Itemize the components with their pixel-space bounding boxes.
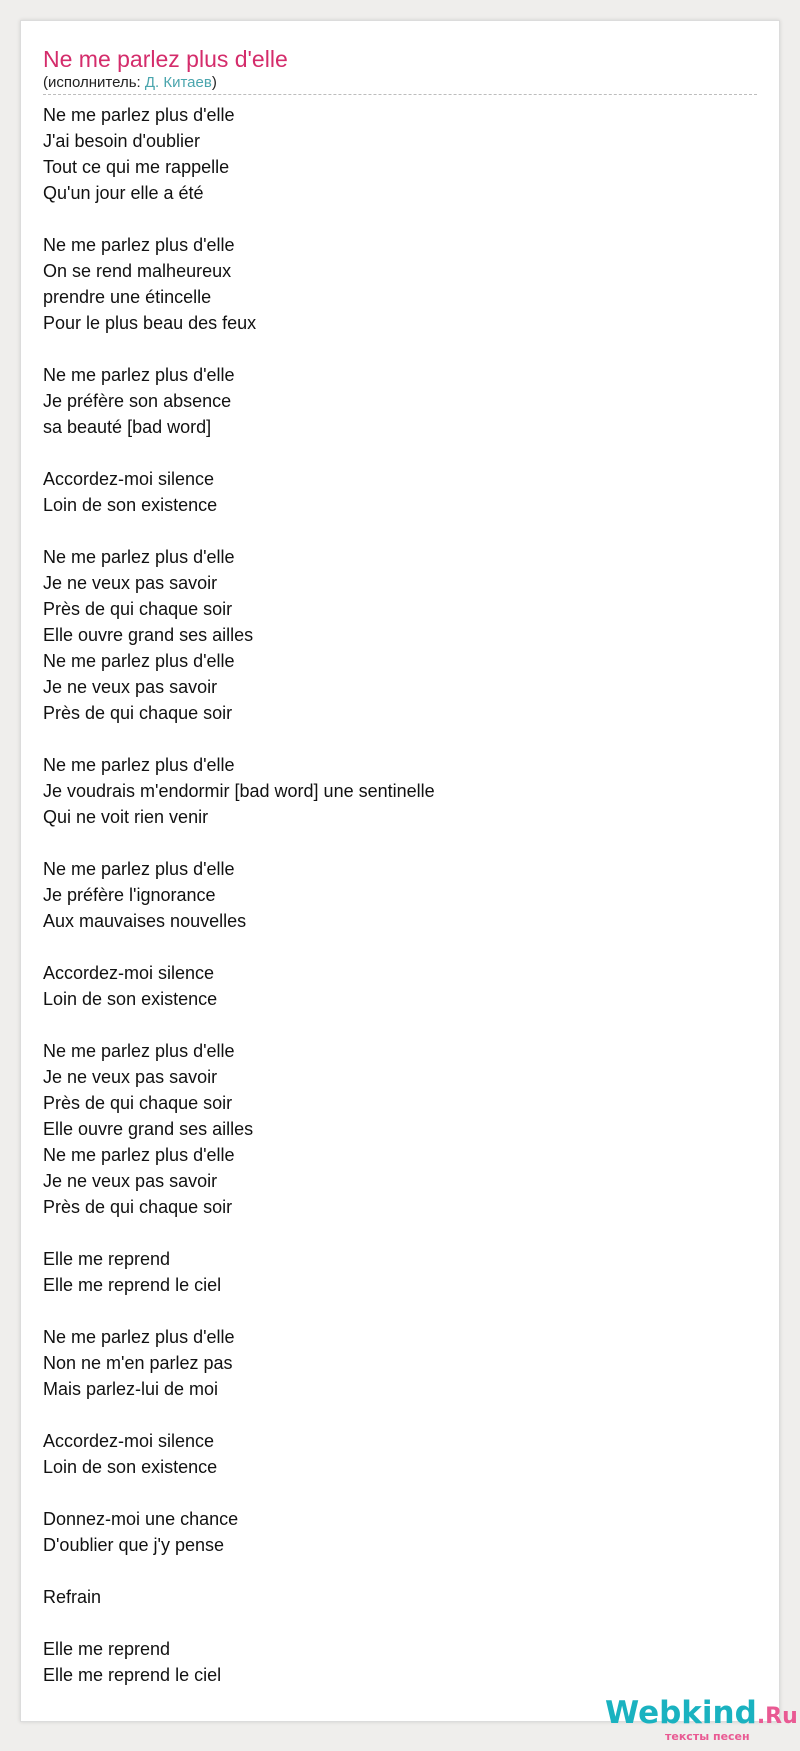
lyrics-line: Ne me parlez plus d'elle — [43, 1041, 235, 1061]
lyrics-line: Loin de son existence — [43, 1457, 218, 1477]
lyrics-line: Ne me parlez plus d'elle — [43, 755, 235, 775]
lyrics-line: sa beauté [bad word] — [43, 417, 212, 437]
lyrics-line: Ne me parlez plus d'elle — [43, 651, 235, 671]
lyrics-line: Ne me parlez plus d'elle — [43, 1145, 235, 1165]
lyrics-line: Accordez-moi silence — [43, 469, 215, 489]
lyrics-stanza — [43, 1428, 435, 1480]
lyrics-card — [20, 20, 798, 1743]
lyrics-line: Tout ce qui me rappelle — [43, 157, 230, 177]
lyrics-stanza — [43, 856, 435, 934]
lyrics-stanza — [43, 752, 435, 830]
lyrics-line: Je ne veux pas savoir — [43, 677, 218, 697]
lyrics-line: prendre une étincelle — [43, 287, 212, 307]
logo-main-text: Webkind — [605, 1695, 757, 1731]
lyrics-line: Près de qui chaque soir — [43, 599, 233, 619]
lyrics-line: J'ai besoin d'oublier — [43, 131, 200, 151]
lyrics-stanza — [43, 1506, 435, 1558]
lyrics-line: Elle me reprend le ciel — [43, 1665, 222, 1685]
lyrics-stanza — [43, 1636, 435, 1688]
lyrics-line: On se rend malheureux — [43, 261, 232, 281]
lyrics-line: Ne me parlez plus d'elle — [43, 235, 235, 255]
lyrics-stanza — [43, 102, 435, 206]
lyrics-line: Ne me parlez plus d'elle — [43, 859, 235, 879]
lyrics-line: Je ne veux pas savoir — [43, 1067, 218, 1087]
lyrics-line: Elle ouvre grand ses ailles — [43, 625, 254, 645]
lyrics-stanza — [43, 1324, 435, 1402]
lyrics-text — [43, 102, 435, 1714]
lyrics-line: Ne me parlez plus d'elle — [43, 547, 235, 567]
logo-tld: .Ru — [756, 1704, 798, 1729]
lyrics-stanza — [43, 1246, 435, 1298]
title-divider — [43, 94, 757, 95]
lyrics-line: Je ne veux pas savoir — [43, 573, 218, 593]
lyrics-line: Elle me reprend — [43, 1639, 171, 1659]
lyrics-line: Près de qui chaque soir — [43, 703, 233, 723]
lyrics-line: Donnez-moi une chance — [43, 1509, 239, 1529]
performer-link[interactable]: Д. Китаев — [144, 74, 212, 91]
lyrics-line: Elle me reprend le ciel — [43, 1275, 222, 1295]
logo-tagline: тексты песен — [665, 1730, 750, 1743]
webkind-logo[interactable] — [605, 1693, 798, 1751]
performer-line — [43, 73, 217, 93]
lyrics-stanza — [43, 544, 435, 726]
lyrics-stanza — [43, 960, 435, 1012]
lyrics-line: Près de qui chaque soir — [43, 1197, 233, 1217]
lyrics-stanza — [43, 362, 435, 440]
lyrics-line: Loin de son existence — [43, 495, 218, 515]
lyrics-line: Ne me parlez plus d'elle — [43, 1327, 235, 1347]
lyrics-line: Refrain — [43, 1587, 102, 1607]
lyrics-line: Je préfère son absence — [43, 391, 232, 411]
lyrics-line: Mais parlez-lui de moi — [43, 1379, 219, 1399]
lyrics-line: Loin de son existence — [43, 989, 218, 1009]
lyrics-line: Qu'un jour elle a été — [43, 183, 204, 203]
lyrics-stanza — [43, 466, 435, 518]
lyrics-line: Accordez-moi silence — [43, 963, 215, 983]
song-title: Ne me parlez plus d'elle — [43, 46, 288, 72]
lyrics-line: Pour le plus beau des feux — [43, 313, 257, 333]
lyrics-line: Accordez-moi silence — [43, 1431, 215, 1451]
lyrics-stanza — [43, 1584, 435, 1610]
lyrics-stanza — [43, 232, 435, 336]
lyrics-line: Ne me parlez plus d'elle — [43, 365, 235, 385]
lyrics-line: Ne me parlez plus d'elle — [43, 105, 235, 125]
lyrics-stanza — [43, 1038, 435, 1220]
lyrics-line: Je préfère l'ignorance — [43, 885, 216, 905]
performer-suffix: ) — [211, 74, 217, 91]
lyrics-line: Je ne veux pas savoir — [43, 1171, 218, 1191]
lyrics-line: Non ne m'en parlez pas — [43, 1353, 233, 1373]
lyrics-line: D'oublier que j'y pense — [43, 1535, 224, 1555]
lyrics-line: Aux mauvaises nouvelles — [43, 911, 247, 931]
performer-prefix: (исполнитель: — [43, 74, 145, 91]
lyrics-line: Près de qui chaque soir — [43, 1093, 233, 1113]
lyrics-line: Je voudrais m'endormir [bad word] une sentinelle — [43, 781, 435, 801]
lyrics-line: Qui ne voit rien venir — [43, 807, 209, 827]
lyrics-line: Elle me reprend — [43, 1249, 171, 1269]
lyrics-line: Elle ouvre grand ses ailles — [43, 1119, 254, 1139]
